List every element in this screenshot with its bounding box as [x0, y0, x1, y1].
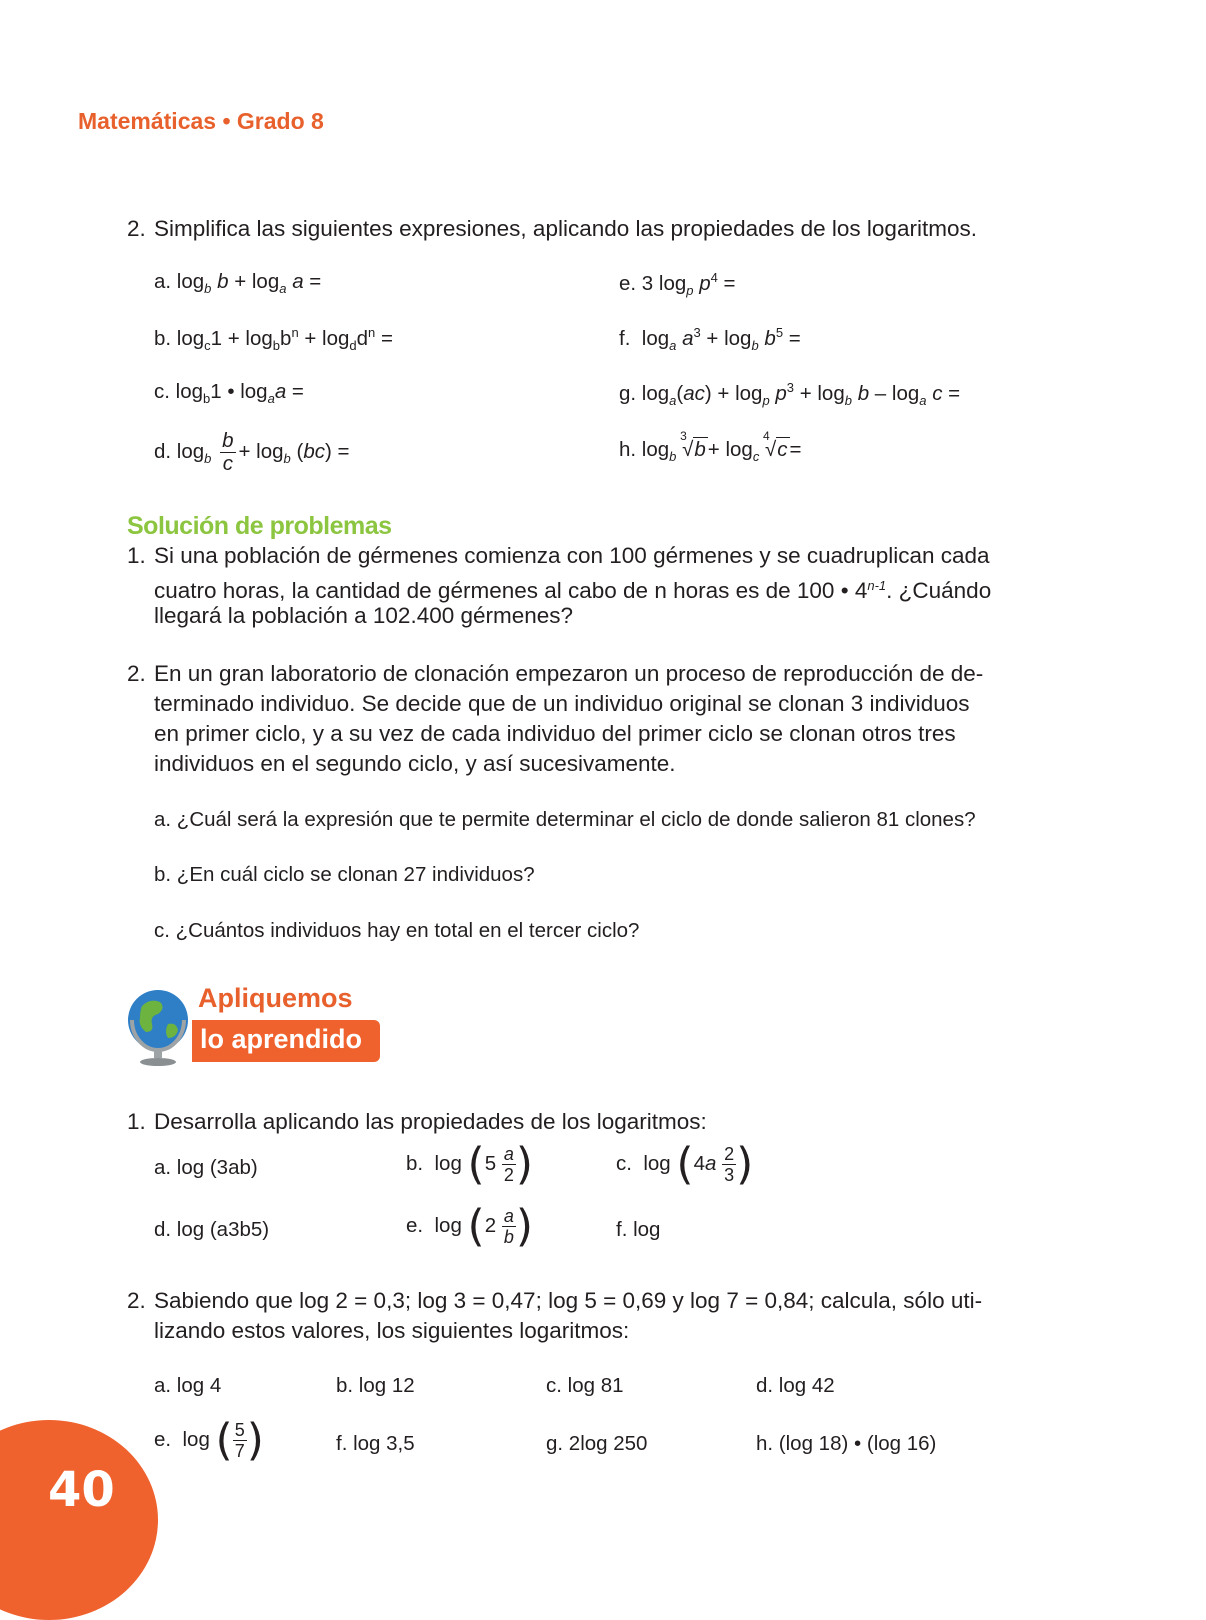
exercise-2d: d. $\log_b$ $\frac{b}{c}$ + $\log_b (bc)$ =	[154, 429, 350, 475]
page-number: 40	[48, 1462, 115, 1518]
exercise-2c: c. $\log_b1$ • $\log_aa$ =	[154, 380, 304, 406]
apply-2c: c. log 81	[546, 1374, 624, 1397]
apply-2a: a. log 4	[154, 1374, 222, 1397]
page-header-title: Matemáticas • Grado 8	[78, 108, 324, 134]
apply-1-prompt: Desarrolla aplicando las propiedades de los logaritmos:	[154, 1109, 707, 1134]
problem-1-line1: Si una población de gérmenes comienza con 100 gérmenes y se cuadruplican cada	[154, 543, 990, 568]
apply-2b: b. log 12	[336, 1374, 415, 1397]
exercise-2a: a. $\log_b b + \log_a a$ =	[154, 270, 322, 296]
apply-1-number: 1.	[127, 1109, 146, 1134]
problem-2b: b. ¿En cuál ciclo se clonan 27 individuos?	[154, 863, 535, 886]
problem-1-line3: llegará la población a 102.400 gérmenes?	[154, 603, 574, 628]
apply-2-number: 2.	[127, 1288, 146, 1313]
apply-1e: e. log (2 $\frac{a}{b}$ )	[406, 1200, 534, 1252]
problem-2-line3: en primer ciclo, y a su vez de cada individuo del primer ciclo se clonan otros tres	[154, 721, 956, 746]
problem-2a: a. ¿Cuál será la expresión que te permite determinar el ciclo de donde salieron 81 clones?	[154, 808, 976, 831]
exercise-2b: b. $\log_c1 + \log_bb^n + \log_dd^n$ =	[154, 325, 393, 353]
exercise-2h: h. $\log_b$ 3 $√b+ \log_c$ 4 √c=	[619, 429, 802, 464]
exercise-2f: f. $\log_a a^3 + \log_b b^5$ =	[619, 325, 801, 353]
apply-2g: g. 2log 250	[546, 1432, 648, 1455]
apply-2d: d. log 42	[756, 1374, 835, 1397]
apply-2-line2: lizando estos valores, los siguientes logaritmos:	[154, 1318, 630, 1343]
apply-1a: a. log (3ab)	[154, 1156, 258, 1179]
exercise-2e: e. 3 $\log_p p^4$ =	[619, 270, 736, 298]
badge-subtitle: lo aprendido	[200, 1024, 362, 1054]
page-number-bubble	[0, 1420, 158, 1620]
problem-2-line1: En un gran laboratorio de clonación empezaron un proceso de reproducción de de-	[154, 661, 984, 686]
problem-2-number: 2.	[127, 661, 146, 686]
apply-1d: d. log (a3b5)	[154, 1218, 270, 1241]
problem-2-line4: individuos en el segundo ciclo, y así sucesivamente.	[154, 751, 676, 776]
apply-1b: b. log (5 $\frac{a}{2}$ )	[406, 1138, 534, 1190]
apply-2-line1: Sabiendo que log 2 = 0,3; log 3 = 0,47; log 5 = 0,69 y log 7 = 0,84; calcula, sólo uti-	[154, 1288, 983, 1313]
problem-2-line2: terminado individuo. Se decide que de un individuo original se clonan 3 individuos	[154, 691, 970, 716]
exercise-2-number: 2.	[127, 216, 146, 241]
badge-title: Apliquemos	[198, 983, 353, 1013]
section-title-problems: Solución de problemas	[127, 512, 392, 540]
problem-2c: c. ¿Cuántos individuos hay en total en el tercer ciclo?	[154, 919, 640, 942]
problem-1-line2: cuatro horas, la cantidad de gérmenes al cabo de n horas es de 100 • 4$^{n-1}$. ¿Cuándo	[154, 578, 992, 603]
problem-1-number: 1.	[127, 543, 146, 568]
apply-1f: f. log	[616, 1218, 661, 1241]
globe-icon	[124, 984, 194, 1068]
apply-2h: h. (log 18) • (log 16)	[756, 1432, 937, 1455]
apply-2f: f. log 3,5	[336, 1432, 415, 1455]
apply-1c: c. log (4a $\frac{2}{3}$ )	[616, 1138, 754, 1190]
apply-2e: e. log ( $\frac{5}{7}$ )	[154, 1414, 264, 1466]
exercise-2g: g. $\log_a(ac) + \log_p p^3 + \log_b b - \log_a c$ =	[619, 380, 961, 408]
exercise-2-prompt: Simplifica las siguientes expresiones, aplicando las propiedades de los logaritmos.	[154, 216, 977, 241]
